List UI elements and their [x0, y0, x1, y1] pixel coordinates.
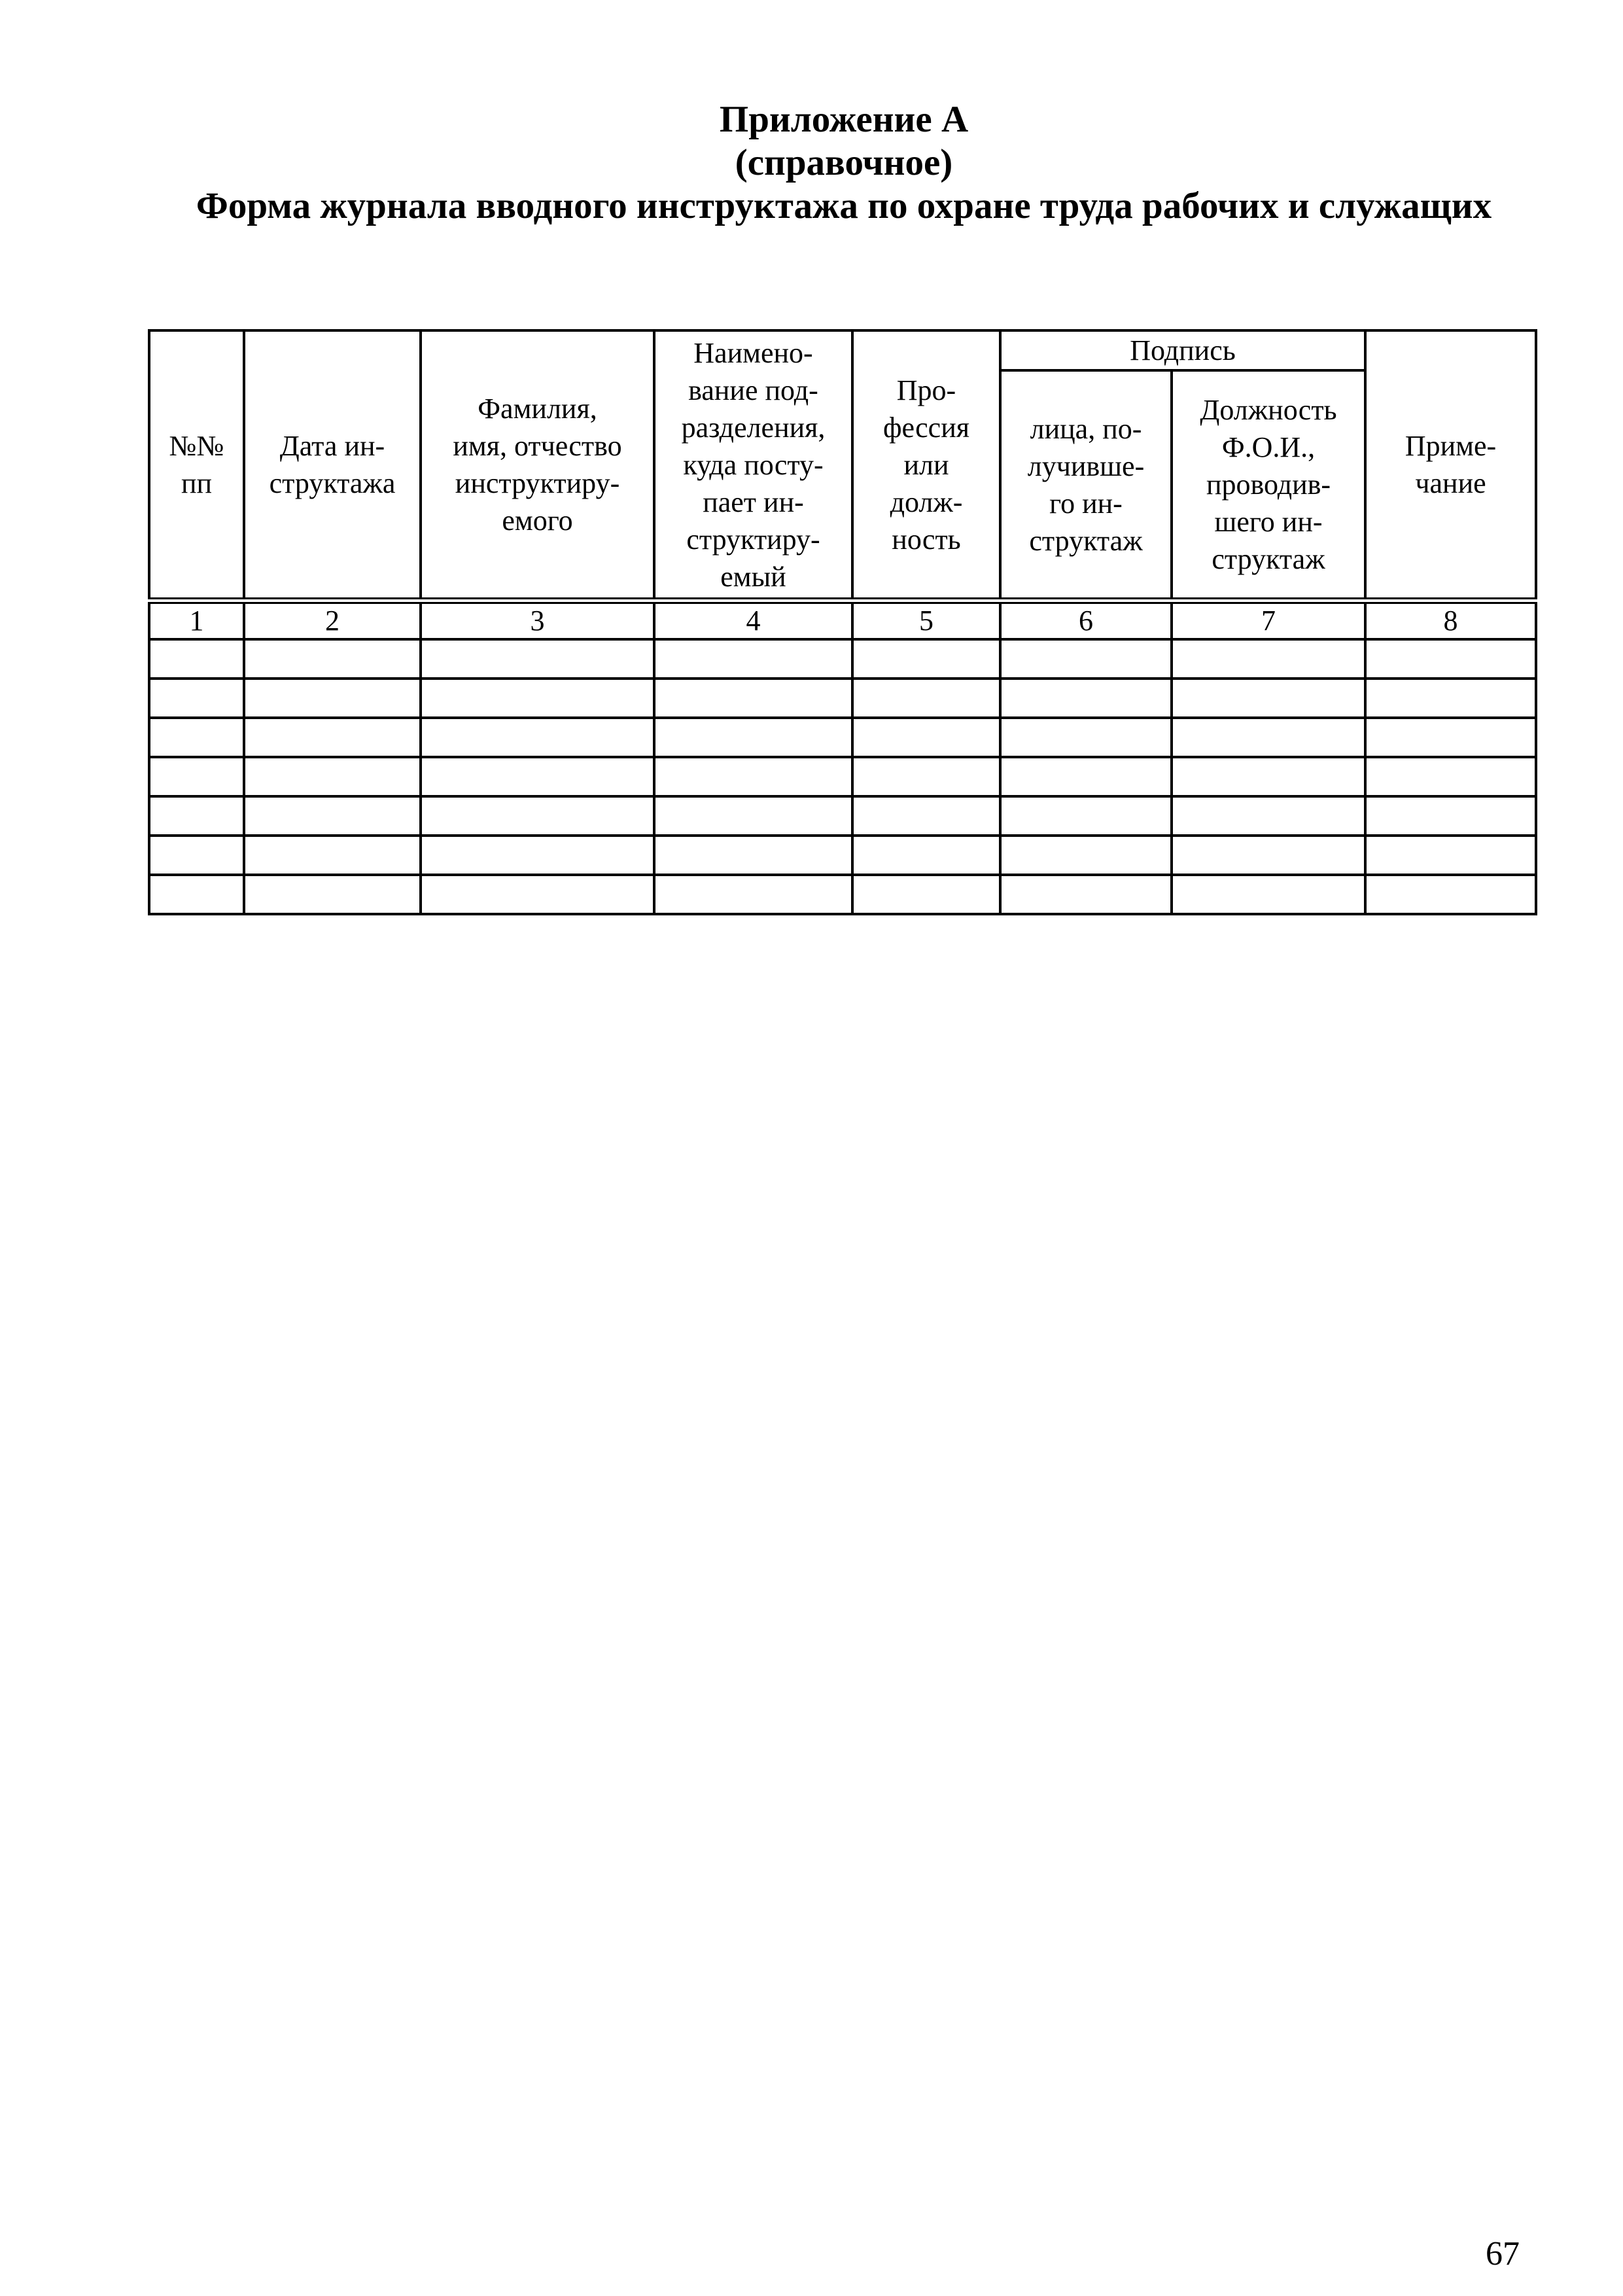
- empty-cell: [149, 679, 244, 718]
- header-cell-profession: Про- фессия или долж- ность: [852, 330, 1000, 601]
- empty-cell: [1000, 757, 1172, 796]
- empty-cell: [1000, 679, 1172, 718]
- empty-cell: [149, 718, 244, 757]
- column-number: 1: [149, 601, 244, 639]
- empty-cell: [149, 796, 244, 836]
- header-row-top: [149, 330, 1536, 370]
- page-heading: [131, 98, 1557, 228]
- empty-cell: [654, 796, 852, 836]
- empty-cell: [1365, 679, 1536, 718]
- empty-cell: [852, 718, 1000, 757]
- header-cell-number: №№ пп: [149, 330, 244, 601]
- empty-cell: [654, 836, 852, 875]
- header-cell-full-name: Фамилия, имя, отчество инструктиру- емого: [421, 330, 654, 601]
- empty-cell: [852, 757, 1000, 796]
- column-number: 3: [421, 601, 654, 639]
- empty-row: [149, 718, 1536, 757]
- empty-cell: [244, 757, 421, 796]
- header-cell-note: Примe- чание: [1365, 330, 1536, 601]
- empty-cell: [1172, 718, 1365, 757]
- empty-cell: [654, 679, 852, 718]
- empty-row: [149, 757, 1536, 796]
- empty-cell: [421, 796, 654, 836]
- empty-cell: [1000, 796, 1172, 836]
- header-cell-signature-instructor: Должность Ф.О.И., проводив- шего ин- структаж: [1172, 370, 1365, 601]
- empty-cell: [852, 639, 1000, 679]
- empty-row: [149, 836, 1536, 875]
- appendix-title: Приложение А: [719, 99, 969, 140]
- empty-row: [149, 679, 1536, 718]
- empty-row: [149, 796, 1536, 836]
- empty-cell: [1172, 836, 1365, 875]
- empty-cell: [421, 836, 654, 875]
- column-number: 2: [244, 601, 421, 639]
- empty-row: [149, 875, 1536, 914]
- header-cell-signature-group: Подпись: [1000, 330, 1365, 370]
- empty-cell: [421, 757, 654, 796]
- form-title: Форма журнала вводного инструктажа по охране труда рабочих и служащих: [196, 185, 1492, 226]
- header-cell-date: Дата ин- структажа: [244, 330, 421, 601]
- empty-row: [149, 639, 1536, 679]
- empty-cell: [1365, 796, 1536, 836]
- empty-cell: [1172, 796, 1365, 836]
- empty-cell: [421, 875, 654, 914]
- empty-cell: [244, 836, 421, 875]
- empty-cell: [244, 718, 421, 757]
- empty-cell: [1000, 718, 1172, 757]
- empty-cell: [1172, 757, 1365, 796]
- empty-cell: [244, 875, 421, 914]
- empty-cell: [244, 639, 421, 679]
- page-number: 67: [1486, 2235, 1520, 2272]
- column-number: 6: [1000, 601, 1172, 639]
- column-number: 4: [654, 601, 852, 639]
- empty-cell: [1000, 875, 1172, 914]
- empty-rows-body: [149, 639, 1536, 914]
- empty-cell: [1000, 836, 1172, 875]
- column-number: 5: [852, 601, 1000, 639]
- column-number: 7: [1172, 601, 1365, 639]
- empty-cell: [421, 718, 654, 757]
- empty-cell: [1000, 639, 1172, 679]
- empty-cell: [1172, 875, 1365, 914]
- empty-cell: [1365, 757, 1536, 796]
- empty-cell: [852, 836, 1000, 875]
- empty-cell: [421, 639, 654, 679]
- column-number: 8: [1365, 601, 1536, 639]
- empty-cell: [654, 718, 852, 757]
- empty-cell: [852, 796, 1000, 836]
- empty-cell: [244, 679, 421, 718]
- header-cell-department: Наимено- вание под- разделения, куда посту- пает ин- структиру- емый: [654, 330, 852, 601]
- empty-cell: [1365, 639, 1536, 679]
- journal-form-table: [148, 329, 1537, 915]
- empty-cell: [852, 679, 1000, 718]
- empty-cell: [654, 757, 852, 796]
- empty-cell: [1365, 875, 1536, 914]
- empty-cell: [244, 796, 421, 836]
- empty-cell: [1172, 639, 1365, 679]
- empty-cell: [654, 639, 852, 679]
- empty-cell: [149, 875, 244, 914]
- empty-cell: [149, 836, 244, 875]
- empty-cell: [1365, 718, 1536, 757]
- empty-cell: [1172, 679, 1365, 718]
- empty-cell: [1365, 836, 1536, 875]
- empty-cell: [149, 639, 244, 679]
- appendix-kind: (справочное): [735, 142, 953, 183]
- empty-cell: [421, 679, 654, 718]
- header-cell-signature-instructed: лица, по- лучивше- го ин- структаж: [1000, 370, 1172, 601]
- empty-cell: [654, 875, 852, 914]
- empty-cell: [149, 757, 244, 796]
- column-number-row: [149, 601, 1536, 639]
- empty-cell: [852, 875, 1000, 914]
